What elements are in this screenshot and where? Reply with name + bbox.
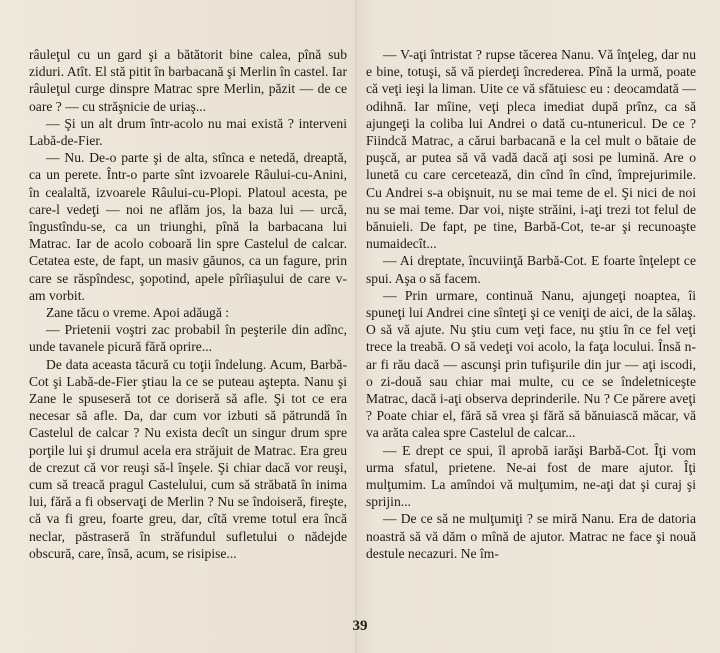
paragraph: — E drept ce spui, îl aprobă iarăşi Barbă-Cot. Îţi vom urma sfatul, prietene. Ne-ai fost de mare ajutor. Îţi mulţumim. La amîndoi vă mulţumim, ne-aţi dat şi curaj şi sprijin... <box>366 442 696 510</box>
paragraph: Zane tăcu o vreme. Apoi adăugă : <box>46 305 230 321</box>
page-number: 39 <box>352 618 368 634</box>
paragraph: — Şi un alt drum într-acolo nu mai există ? interveni Labă-de-Fier. <box>29 115 347 149</box>
paragraph: râuleţul cu un gard şi a bătătorit bine calea, pînă sub ziduri. Atît. El stă pitit în barbacană şi Merlin în castel. Iar râuleţul curge dinspre Matrac spre Merlin, păzit — de ce oare ? — cu străşnicie de uriaş... <box>29 47 347 114</box>
page-fold <box>355 0 357 653</box>
left-column <box>29 46 347 562</box>
paragraph: — Prin urmare, continuă Nanu, ajungeţi noaptea, îi spuneţi lui Andrei cine sînteţi şi ce veniţi de aici, de la sălaş. O să vă ajute. Nu ştiu cum veţi face, nu ştiu în ce fel veţi trece la treabă. O să vedeţi voi acolo, la faţa locului. Însă n-ar fi rău dacă — ascunşi prin tufişurile din jur — aţi iscodi, o zi-două sau chiar mai multe, cu ce se îndeletniceşte Matrac, dacă i-aţi observa deprinderile. Nu ? Ce părere aveţi ? Poate chiar el, fără să vrea şi fără să bănuiască măcar, vă va arăta calea spre Castelul de calcar... <box>366 287 696 441</box>
paragraph: — De ce să ne mulţumiţi ? se miră Nanu. Era de datoria noastră să vă dăm o mînă de ajutor. Matrac ne face şi nouă destule necazuri. Ne îm- <box>366 511 696 561</box>
right-column <box>366 46 696 562</box>
paragraph: — V-aţi întristat ? rupse tăcerea Nanu. Vă înţeleg, dar nu e bine, totuşi, să vă pierdeţi încrederea. Pînă la urmă, poate că veţi ieşi la liman. Uite ce vă sfătuiesc eu : deocamdată — odihnă. Iar mîine, veţi pleca imediat după prînz, ca să ajungeţi la coliba lui Andrei o dată cu-ntunericul. De ce ? Fiindcă Matrac, a cărui barbacană e la cel mult o bătaie de puşcă, ar putea să vă vadă dacă aţi sosi pe lumină. Are o lunetă cu care cercetează, din cînd în cînd, împrejurimile. Cu Andrei s-a obişnuit, nu se mai teme de el. Şi nici de noi nu se mai teme. Dar voi, nişte străini, i-aţi trezi tot felul de bănuieli. De fapt, pe tine, Barbă-Cot, te-ar şi recunoaşte numaidecît... <box>366 47 696 252</box>
paragraph: — Prietenii voştri zac probabil în peşterile din adînc, unde tavanele picură fără oprire... <box>29 322 347 355</box>
paragraph: — Ai dreptate, încuviinţă Barbă-Cot. E foarte înţelept ce spui. Aşa o să facem. <box>366 253 696 286</box>
paragraph: — Nu. De-o parte şi de alta, stînca e netedă, dreaptă, ca un perete. Într-o parte sînt izvoarele Râului-cu-Anini, în cealaltă, izvoarele Râului-cu-Plopi. Platoul acesta, pe care-l vedeţi — noi ne aflăm jos, la baza lui — urcă, îngustîndu-se, ca un triunghi, pînă la barbacana lui Matrac. Iar de acolo coboară lin spre Castelul de calcar. Cetatea este, de fapt, un masiv găunos, ca un fagure, prin care se răspîndesc, şopotind, apele pîrîiaşului de care v-am vorbit. <box>29 150 347 303</box>
paragraph: De data aceasta tăcură cu toţii îndelung. Acum, Barbă-Cot şi Labă-de-Fier ştiau la ce se puteau aştepta. Nanu şi Zane le spuseseră tot ce doriseră să afle. Şi tot ce era necesar să afle. Da, dar cum vor izbuti să pătrundă în Castelul de calcar ? Nu exista decît un singur drum spre porţile lui şi drumul acela era străjuit de Matrac. Era greu de crezut că vor reuşi să-l înşele. Şi chiar dacă vor reuşi, cum să treacă pragul Castelului, cum să străbată în inima lui, fără a fi observaţi de Merlin ? Nu se îndoiseră, fireşte, că va fi greu, foarte greu, dar, cîtă vreme totul era încă neclar, păstraseră în străfundul sufletului o nădejde obscură, care, însă, acum, se risipise... <box>29 356 347 561</box>
